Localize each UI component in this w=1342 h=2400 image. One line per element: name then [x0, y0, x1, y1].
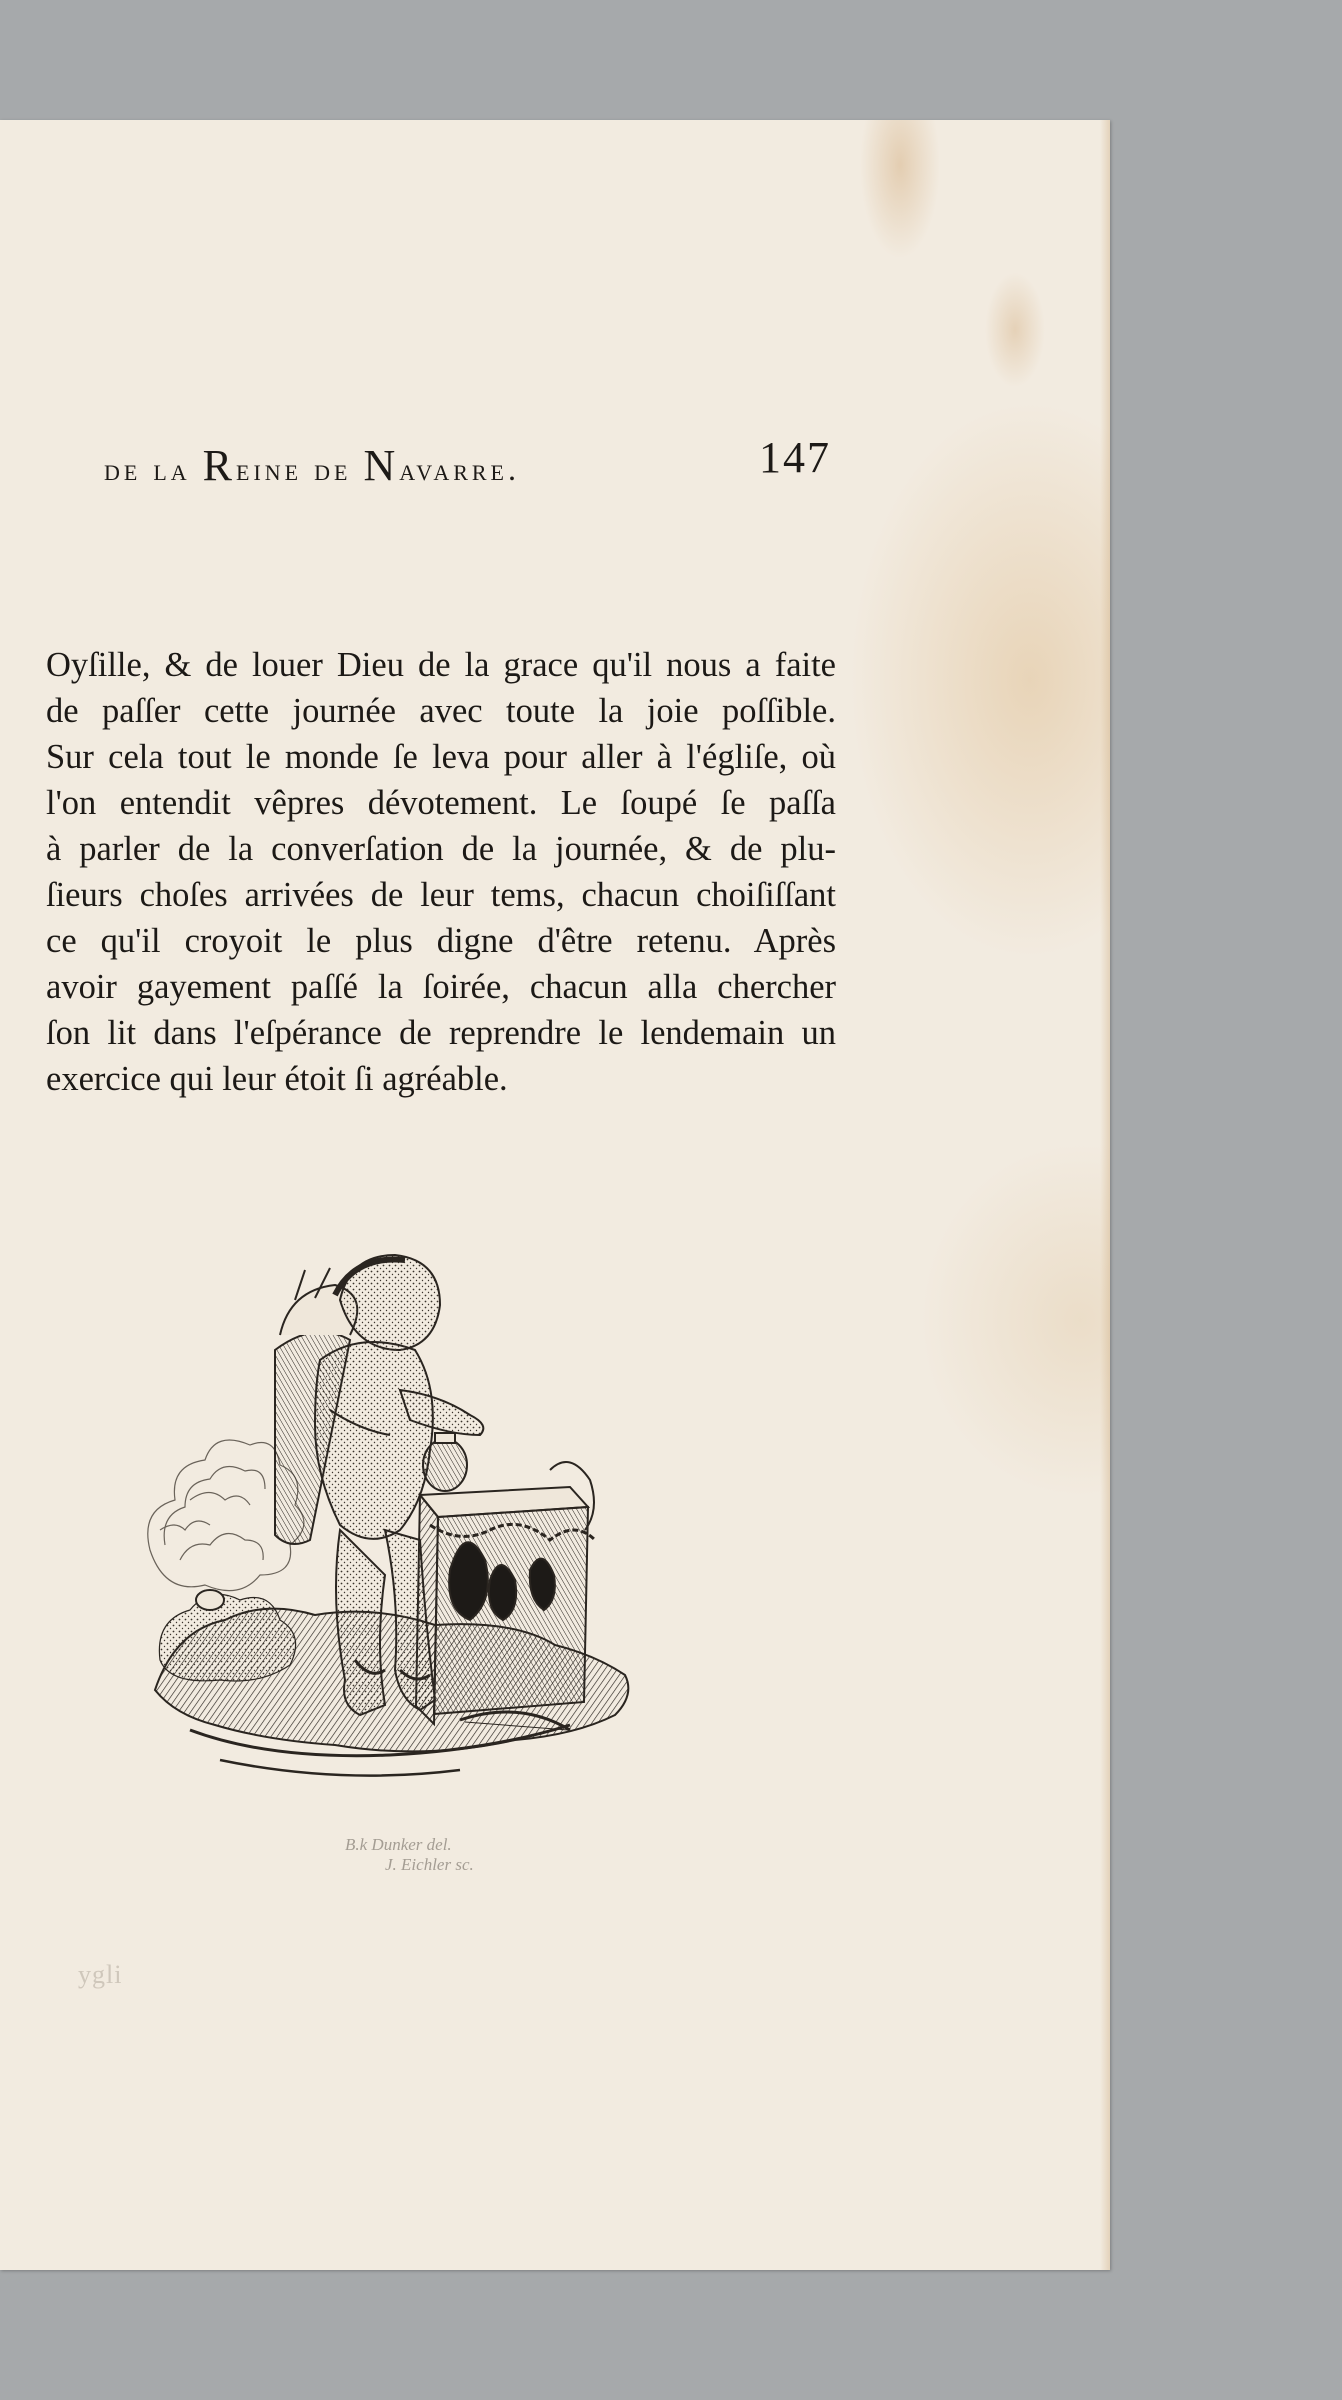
text-line: Sur cela tout le monde ſe leva pour aller à l'égliſe, où [46, 738, 836, 776]
text-line: exercice qui leur étoit ſi agréable. [46, 1060, 508, 1098]
cupid-vignette-engraving [130, 1240, 670, 1820]
head-part-4: N [363, 441, 400, 490]
page-number: 147 [759, 433, 831, 482]
book-page [0, 120, 1110, 2270]
body-paragraph [46, 642, 836, 1102]
running-head [104, 432, 839, 492]
text-line: ce qu'il croyoit le plus digne d'être retenu. Après [46, 922, 836, 960]
text-line: l'on entendit vêpres dévotement. Le ſoupé ſe paſſa [46, 784, 836, 822]
text-line: Oyſille, & de louer Dieu de la grace qu'il nous a faite [46, 646, 836, 684]
head-part-5: avarre. [399, 451, 520, 487]
text-line: ſon lit dans l'eſpérance de reprendre le lendemain un [46, 1014, 836, 1052]
page-edge-shading [1100, 120, 1110, 2270]
credit-draughtsman: B.k Dunker del. [345, 1835, 452, 1854]
head-part-3: eine de [236, 451, 364, 487]
small-pot [196, 1590, 224, 1610]
stone-altar [416, 1462, 594, 1724]
running-head-title [104, 440, 520, 491]
text-line: à parler de la converſation de la journée, & de plu- [46, 830, 836, 868]
text-line: de paſſer cette journée avec toute la joie poſſible. [46, 692, 836, 730]
left-bush [159, 1594, 295, 1681]
credit-engraver: J. Eichler sc. [385, 1855, 474, 1874]
head-part-2: R [202, 441, 237, 490]
text-line: ſieurs choſes arrivées de leur tems, chacun choiſiſſant [46, 876, 836, 914]
engraving-credits [345, 1835, 545, 1875]
head-part-1: de la [104, 451, 203, 487]
text-line: avoir gayement paſſé la ſoirée, chacun alla chercher [46, 968, 836, 1006]
bleed-through-text: ygli [78, 1960, 123, 1989]
